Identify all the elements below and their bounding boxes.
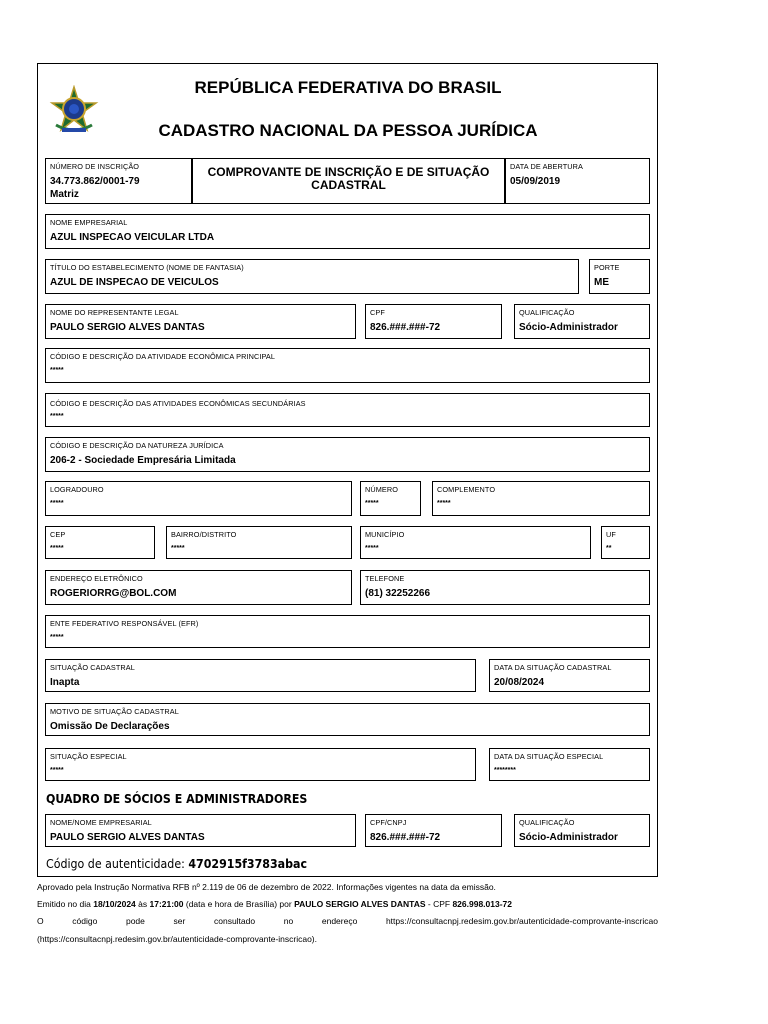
situacao-value: Inapta bbox=[50, 677, 80, 688]
natureza-box: CÓDIGO E DESCRIÇÃO DA NATUREZA JURÍDICA 206-2 - Sociedade Empresária Limitada bbox=[45, 437, 650, 472]
abertura-box: DATA DE ABERTURA 05/09/2019 bbox=[505, 158, 650, 204]
footer-aprovado: Aprovado pela Instrução Normativa RFB nº 2.119 de 06 de dezembro de 2022. Informações vigentes na data da emissão. bbox=[37, 882, 496, 892]
atividade-principal-box: CÓDIGO E DESCRIÇÃO DA ATIVIDADE ECONÔMICA PRINCIPAL ***** bbox=[45, 348, 650, 383]
representante-cpf-box: CPF 826.###.###-72 bbox=[365, 304, 502, 339]
bairro-value: ***** bbox=[171, 545, 185, 552]
efr-value: ***** bbox=[50, 634, 64, 641]
socio-qual-box: QUALIFICAÇÃO Sócio-Administrador bbox=[514, 814, 650, 847]
municipio-value: ***** bbox=[365, 545, 379, 552]
representante-qual-box: QUALIFICAÇÃO Sócio-Administrador bbox=[514, 304, 650, 339]
municipio-box: MUNICÍPIO ***** bbox=[360, 526, 591, 559]
footer-consulta-line2[interactable]: (https://consultacnpj.redesim.gov.br/autenticidade-comprovante-inscricao). bbox=[37, 934, 318, 944]
inscricao-value: 34.773.862/0001-79 bbox=[50, 176, 140, 187]
uf-value: ** bbox=[606, 545, 612, 552]
numero-box: NÚMERO ***** bbox=[360, 481, 421, 516]
complemento-value: ***** bbox=[437, 500, 451, 507]
atividades-secundarias-value: ***** bbox=[50, 413, 64, 420]
uf-box: UF ** bbox=[601, 526, 650, 559]
socio-qual-value: Sócio-Administrador bbox=[519, 832, 618, 843]
titulo-box: TÍTULO DO ESTABELECIMENTO (NOME DE FANTASIA) AZUL DE INSPECAO DE VEICULOS bbox=[45, 259, 579, 294]
comprovante-title-line2: CADASTRAL bbox=[311, 178, 386, 192]
socio-cpf-value: 826.###.###-72 bbox=[370, 832, 441, 843]
logradouro-box: LOGRADOURO ***** bbox=[45, 481, 352, 516]
consulta-link[interactable]: https://consultacnpj.redesim.gov.br/autenticidade-comprovante-inscricao bbox=[385, 916, 658, 926]
especial-data-value: ******** bbox=[494, 767, 516, 774]
socio-nome-value: PAULO SERGIO ALVES DANTAS bbox=[50, 832, 205, 843]
representante-nome-value: PAULO SERGIO ALVES DANTAS bbox=[50, 322, 205, 333]
footer-consulta: O código pode ser consultado no endereço https://consultacnpj.redesim.gov.br/autenticidade-comprovante-inscricao bbox=[37, 916, 658, 926]
numero-value: ***** bbox=[365, 500, 379, 507]
socio-nome-box: NOME/NOME EMPRESARIAL PAULO SERGIO ALVES DANTAS bbox=[45, 814, 356, 847]
atividades-secundarias-box: CÓDIGO E DESCRIÇÃO DAS ATIVIDADES ECONÔMICAS SECUNDÁRIAS ***** bbox=[45, 393, 650, 427]
cep-box: CEP ***** bbox=[45, 526, 155, 559]
brazil-coat-of-arms-icon bbox=[48, 85, 100, 137]
quadro-title: QUADRO DE SÓCIOS E ADMINISTRADORES bbox=[46, 792, 308, 806]
abertura-value: 05/09/2019 bbox=[510, 176, 561, 187]
motivo-box: MOTIVO DE SITUAÇÃO CADASTRAL Omissão De Declarações bbox=[45, 703, 650, 736]
logradouro-value: ***** bbox=[50, 500, 64, 507]
telefone-box: TELEFONE (81) 32252266 bbox=[360, 570, 650, 605]
porte-value: ME bbox=[594, 277, 609, 288]
bairro-box: BAIRRO/DISTRITO ***** bbox=[166, 526, 352, 559]
telefone-value: (81) 32252266 bbox=[365, 588, 431, 599]
complemento-box: COMPLEMENTO ***** bbox=[432, 481, 650, 516]
comprovante-box bbox=[192, 158, 505, 204]
email-box: ENDEREÇO ELETRÔNICO ROGERIORRG@BOL.COM bbox=[45, 570, 352, 605]
natureza-value: 206-2 - Sociedade Empresária Limitada bbox=[50, 455, 236, 466]
efr-box: ENTE FEDERATIVO RESPONSÁVEL (EFR) ***** bbox=[45, 615, 650, 648]
page-subtitle: CADASTRO NACIONAL DA PESSOA JURÍDICA bbox=[158, 121, 538, 140]
authenticity-code-value: 4702915f3783abac bbox=[188, 857, 308, 871]
especial-box: SITUAÇÃO ESPECIAL ***** bbox=[45, 748, 476, 781]
nome-empresarial-box: NOME EMPRESARIAL AZUL INSPECAO VEICULAR LTDA bbox=[45, 214, 650, 249]
situacao-data-value: 20/08/2024 bbox=[494, 677, 545, 688]
footer-emitido: Emitido no dia 18/10/2024 às 17:21:00 (data e hora de Brasília) por PAULO SERGIO ALVES DANTAS - CPF 826.998.013-72 bbox=[37, 899, 513, 909]
inscricao-box: NÚMERO DE INSCRIÇÃO 34.773.862/0001-79 Matriz bbox=[45, 158, 192, 204]
situacao-data-box: DATA DA SITUAÇÃO CADASTRAL 20/08/2024 bbox=[489, 659, 650, 692]
motivo-value: Omissão De Declarações bbox=[50, 721, 170, 732]
nome-empresarial-value: AZUL INSPECAO VEICULAR LTDA bbox=[50, 232, 215, 243]
especial-value: ***** bbox=[50, 767, 64, 774]
representante-qual-value: Sócio-Administrador bbox=[519, 322, 618, 333]
representante-nome-box: NOME DO REPRESENTANTE LEGAL PAULO SERGIO ALVES DANTAS bbox=[45, 304, 356, 339]
inscricao-type: Matriz bbox=[50, 189, 79, 200]
situacao-box: SITUAÇÃO CADASTRAL Inapta bbox=[45, 659, 476, 692]
page-title: REPÚBLICA FEDERATIVA DO BRASIL bbox=[194, 78, 502, 97]
atividade-principal-value: ***** bbox=[50, 367, 64, 374]
comprovante-title-line1: COMPROVANTE DE INSCRIÇÃO E DE SITUAÇÃO bbox=[207, 165, 490, 179]
titulo-value: AZUL DE INSPECAO DE VEICULOS bbox=[50, 277, 219, 288]
socio-cpf-box: CPF/CNPJ 826.###.###-72 bbox=[365, 814, 502, 847]
cep-value: ***** bbox=[50, 545, 64, 552]
authenticity-code: Código de autenticidade: 4702915f3783abac bbox=[46, 857, 308, 871]
porte-box: PORTE ME bbox=[589, 259, 650, 294]
especial-data-box: DATA DA SITUAÇÃO ESPECIAL ******** bbox=[489, 748, 650, 781]
email-value: ROGERIORRG@BOL.COM bbox=[50, 588, 177, 599]
representante-cpf-value: 826.###.###-72 bbox=[370, 322, 441, 333]
